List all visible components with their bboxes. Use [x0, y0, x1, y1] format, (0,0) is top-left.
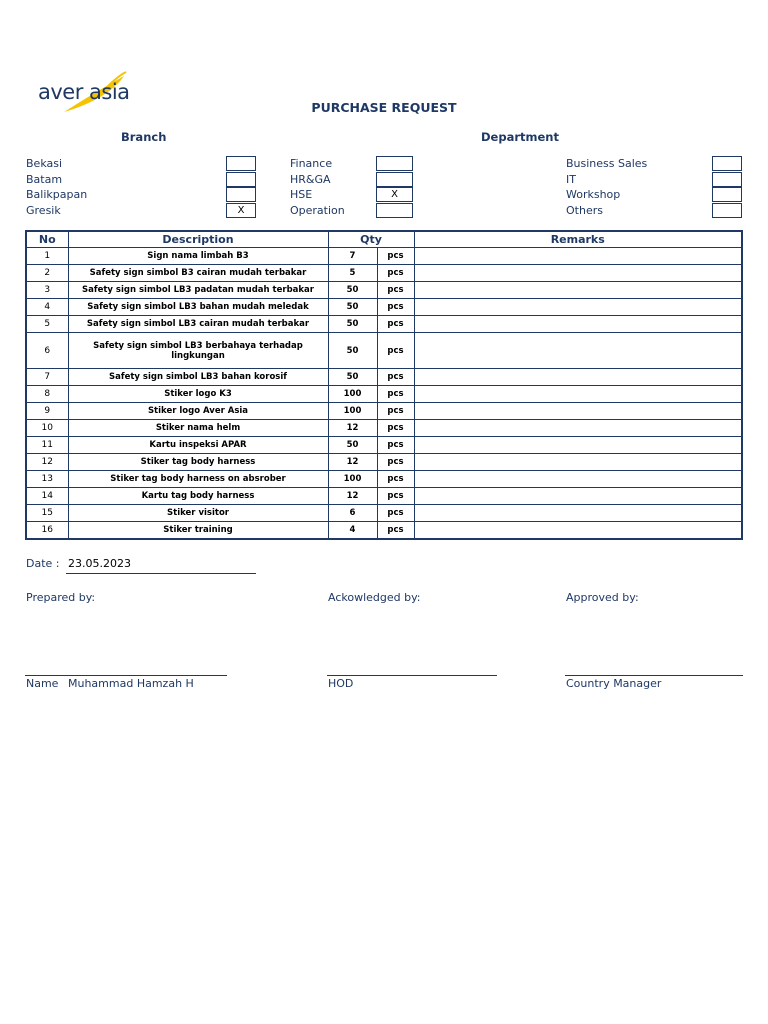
row-unit: pcs — [377, 316, 414, 333]
row-qty: 100 — [328, 471, 377, 488]
row-description: Safety sign simbol LB3 cairan mudah terbakar — [68, 316, 328, 333]
branch-checkbox-batam[interactable] — [226, 172, 256, 187]
row-qty: 50 — [328, 369, 377, 386]
dept-checkbox-others[interactable] — [712, 203, 742, 218]
row-unit: pcs — [377, 299, 414, 316]
row-description: Kartu inspeksi APAR — [68, 437, 328, 454]
row-description: Safety sign simbol LB3 berbahaya terhadap lingkungan — [68, 333, 328, 369]
dept-label-operation: Operation — [290, 204, 345, 217]
table-row — [26, 403, 742, 420]
row-qty: 100 — [328, 386, 377, 403]
branch-label-balikpapan: Balikpapan — [26, 188, 88, 201]
row-no: 11 — [26, 437, 68, 454]
table-row — [26, 420, 742, 437]
row-no: 8 — [26, 386, 68, 403]
row-qty: 50 — [328, 333, 377, 369]
acknowledged-by-label: Ackowledged by: — [328, 591, 421, 604]
row-remarks[interactable] — [414, 522, 742, 540]
dept-checkbox-it[interactable] — [712, 172, 742, 187]
row-qty: 12 — [328, 420, 377, 437]
row-qty: 50 — [328, 299, 377, 316]
approved-name: Country Manager — [566, 677, 662, 690]
row-unit: pcs — [377, 488, 414, 505]
row-description: Safety sign simbol B3 cairan mudah terbakar — [68, 265, 328, 282]
row-description: Stiker logo Aver Asia — [68, 403, 328, 420]
dept-label-business-sales: Business Sales — [566, 157, 648, 170]
row-remarks[interactable] — [414, 316, 742, 333]
row-no: 14 — [26, 488, 68, 505]
dept-checkbox-operation[interactable] — [376, 203, 413, 218]
row-no: 6 — [26, 333, 68, 369]
dept-label-workshop: Workshop — [566, 188, 621, 201]
table-row — [26, 248, 742, 265]
row-unit: pcs — [377, 505, 414, 522]
row-no: 12 — [26, 454, 68, 471]
approved-by-label: Approved by: — [566, 591, 639, 604]
prepared-by-label: Prepared by: — [26, 591, 96, 604]
date-underline — [66, 573, 256, 574]
table-row — [26, 522, 742, 540]
row-remarks[interactable] — [414, 386, 742, 403]
date-value[interactable]: 23.05.2023 — [68, 557, 131, 570]
row-description: Stiker tag body harness on absrober — [68, 471, 328, 488]
row-remarks[interactable] — [414, 471, 742, 488]
table-row — [26, 265, 742, 282]
row-no: 9 — [26, 403, 68, 420]
row-no: 1 — [26, 248, 68, 265]
row-unit: pcs — [377, 403, 414, 420]
page-title: PURCHASE REQUEST — [311, 100, 457, 115]
row-description: Stiker tag body harness — [68, 454, 328, 471]
dept-label-hse: HSE — [290, 188, 313, 201]
table-row — [26, 505, 742, 522]
table-row — [26, 369, 742, 386]
row-no: 4 — [26, 299, 68, 316]
row-description: Stiker logo K3 — [68, 386, 328, 403]
row-remarks[interactable] — [414, 333, 742, 369]
row-remarks[interactable] — [414, 369, 742, 386]
row-unit: pcs — [377, 420, 414, 437]
row-no: 15 — [26, 505, 68, 522]
table-row — [26, 437, 742, 454]
dept-label-hrga: HR&GA — [290, 173, 331, 186]
dept-checkbox-hrga[interactable] — [376, 172, 413, 187]
row-description: Sign nama limbah B3 — [68, 248, 328, 265]
dept-label-finance: Finance — [290, 157, 333, 170]
row-qty: 6 — [328, 505, 377, 522]
row-unit: pcs — [377, 265, 414, 282]
row-no: 16 — [26, 522, 68, 540]
row-unit: pcs — [377, 333, 414, 369]
row-description: Safety sign simbol LB3 bahan korosif — [68, 369, 328, 386]
row-no: 13 — [26, 471, 68, 488]
table-row — [26, 386, 742, 403]
row-remarks[interactable] — [414, 454, 742, 471]
row-unit: pcs — [377, 248, 414, 265]
row-no: 5 — [26, 316, 68, 333]
branch-label-bekasi: Bekasi — [26, 157, 63, 170]
row-remarks[interactable] — [414, 505, 742, 522]
row-remarks[interactable] — [414, 248, 742, 265]
table-row — [26, 316, 742, 333]
header-description: Description — [68, 231, 328, 248]
dept-checkbox-business-sales[interactable] — [712, 156, 742, 171]
acknowledged-name: HOD — [328, 677, 354, 690]
acknowledged-signature-line[interactable] — [327, 675, 497, 676]
row-description: Safety sign simbol LB3 bahan mudah meledak — [68, 299, 328, 316]
table-row — [26, 333, 742, 369]
row-description: Kartu tag body harness — [68, 488, 328, 505]
approved-signature-line[interactable] — [565, 675, 743, 676]
row-unit: pcs — [377, 386, 414, 403]
prepared-signature-line[interactable] — [25, 675, 227, 676]
dept-checkbox-workshop[interactable] — [712, 187, 742, 202]
table-row — [26, 299, 742, 316]
table-row — [26, 282, 742, 299]
row-unit: pcs — [377, 471, 414, 488]
row-remarks[interactable] — [414, 299, 742, 316]
row-no: 7 — [26, 369, 68, 386]
dept-checkbox-finance[interactable] — [376, 156, 413, 171]
row-remarks[interactable] — [414, 282, 742, 299]
header-remarks: Remarks — [414, 231, 742, 248]
branch-checkbox-bekasi[interactable] — [226, 156, 256, 171]
row-no: 2 — [26, 265, 68, 282]
row-qty: 7 — [328, 248, 377, 265]
row-description: Stiker visitor — [68, 505, 328, 522]
row-remarks[interactable] — [414, 420, 742, 437]
row-remarks[interactable] — [414, 488, 742, 505]
row-qty: 50 — [328, 437, 377, 454]
table-row — [26, 454, 742, 471]
logo-text: aver asia — [38, 80, 130, 104]
branch-label-batam: Batam — [26, 173, 63, 186]
row-unit: pcs — [377, 369, 414, 386]
branch-checkbox-gresik[interactable]: X — [226, 203, 256, 218]
row-qty: 50 — [328, 282, 377, 299]
row-no: 3 — [26, 282, 68, 299]
dept-label-others: Others — [566, 204, 603, 217]
table-row — [26, 471, 742, 488]
row-qty: 5 — [328, 265, 377, 282]
row-unit: pcs — [377, 282, 414, 299]
row-remarks[interactable] — [414, 265, 742, 282]
row-description: Stiker nama helm — [68, 420, 328, 437]
department-header: Department — [481, 130, 559, 144]
name-label: Name — [26, 677, 59, 690]
row-no: 10 — [26, 420, 68, 437]
table-row — [26, 488, 742, 505]
row-description: Safety sign simbol LB3 padatan mudah terbakar — [68, 282, 328, 299]
row-remarks[interactable] — [414, 437, 742, 454]
row-qty: 50 — [328, 316, 377, 333]
dept-checkbox-hse[interactable]: X — [376, 187, 413, 202]
items-table — [25, 230, 743, 540]
date-label: Date : — [26, 557, 60, 570]
branch-label-gresik: Gresik — [26, 204, 61, 217]
branch-header: Branch — [121, 130, 167, 144]
row-unit: pcs — [377, 522, 414, 540]
row-unit: pcs — [377, 454, 414, 471]
row-description: Stiker training — [68, 522, 328, 540]
row-qty: 12 — [328, 488, 377, 505]
row-qty: 12 — [328, 454, 377, 471]
branch-checkbox-balikpapan[interactable] — [226, 187, 256, 202]
row-qty: 4 — [328, 522, 377, 540]
row-remarks[interactable] — [414, 403, 742, 420]
prepared-name: Muhammad Hamzah H — [68, 677, 194, 690]
row-qty: 100 — [328, 403, 377, 420]
row-unit: pcs — [377, 437, 414, 454]
header-no: No — [26, 231, 68, 248]
header-qty: Qty — [328, 231, 414, 248]
table-header-row — [26, 231, 742, 248]
dept-label-it: IT — [566, 173, 576, 186]
